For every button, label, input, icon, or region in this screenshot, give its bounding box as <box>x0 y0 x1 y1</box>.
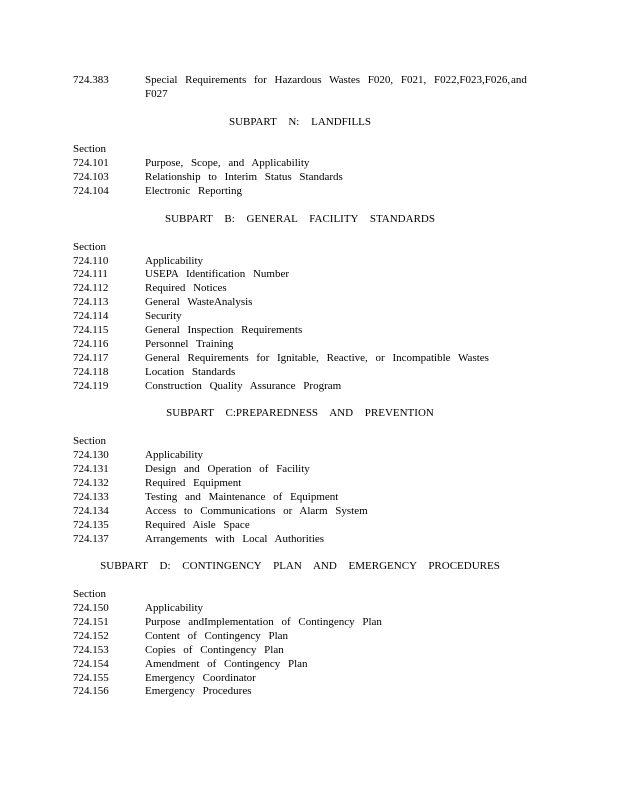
section-label: Section <box>73 435 106 447</box>
section-title: Construction Quality Assurance Program <box>145 380 342 392</box>
toc-entry <box>0 448 618 462</box>
section-number: 724.113 <box>73 296 109 308</box>
toc-entry <box>0 267 618 281</box>
section-number: 724.117 <box>73 352 109 364</box>
toc-entry <box>0 170 618 184</box>
section-title: Applicability <box>145 449 204 461</box>
section-number: 724.154 <box>73 658 109 670</box>
toc-entry <box>0 281 618 295</box>
section-title: Purpose andImplementation of Contingency Plan <box>145 616 382 628</box>
section-title: Electronic Reporting <box>145 185 242 197</box>
section-number: 724.151 <box>73 616 109 628</box>
section-number: 724.112 <box>73 282 109 294</box>
toc-entry <box>0 337 618 351</box>
toc-entry <box>0 365 618 379</box>
toc-entry-continuation <box>0 87 618 101</box>
section-title: USEPA Identification Number <box>145 268 290 280</box>
section-number: 724.155 <box>73 672 109 684</box>
section-title: Relationship to Interim Status Standards <box>145 171 343 183</box>
section-label: Section <box>73 588 106 600</box>
section-number: 724.156 <box>73 685 109 697</box>
toc-entry <box>0 156 618 170</box>
subpart-heading: SUBPART N: LANDFILLS <box>228 116 372 128</box>
section-title: Emergency Coordinator <box>145 672 256 684</box>
section-title: General Inspection Requirements <box>145 324 303 336</box>
section-title: Applicability <box>145 255 204 267</box>
section-number: 724.118 <box>73 366 109 378</box>
section-title: Special Requirements for Hazardous Wastes F020, F021, F022,F023,F026, <box>145 74 511 86</box>
section-number: 724.130 <box>73 449 109 461</box>
section-title-tail: and <box>511 74 527 86</box>
section-label: Section <box>73 241 106 253</box>
section-title: Required Notices <box>145 282 227 294</box>
section-title: Copies of Contingency Plan <box>145 644 284 656</box>
section-number: 724.114 <box>73 310 109 322</box>
section-title: Access to Communications or Alarm System <box>145 505 368 517</box>
toc-entry <box>0 657 618 671</box>
section-title: Purpose, Scope, and Applicability <box>145 157 310 169</box>
section-title: Emergency Procedures <box>145 685 252 697</box>
section-title: Security <box>145 310 182 322</box>
section-number: 724.119 <box>73 380 109 392</box>
section-number: 724.111 <box>73 268 108 280</box>
section-number: 724.103 <box>73 171 109 183</box>
section-number: 724.383 <box>73 74 109 86</box>
section-title: Testing and Maintenance of Equipment <box>145 491 339 503</box>
section-title-continuation: F027 <box>145 88 168 100</box>
section-number: 724.131 <box>73 463 109 475</box>
toc-entry <box>0 351 618 365</box>
section-number: 724.104 <box>73 185 109 197</box>
section-title: Content of Contingency Plan <box>145 630 289 642</box>
subpart-heading: SUBPART D: CONTINGENCY PLAN AND EMERGENCY PROCEDURES <box>100 560 500 572</box>
toc-entry <box>0 532 618 546</box>
section-number: 724.132 <box>73 477 109 489</box>
section-title: Location Standards <box>145 366 236 378</box>
section-title: Design and Operation of Facility <box>145 463 310 475</box>
section-title: Required Equipment <box>145 477 242 489</box>
toc-entry <box>0 73 618 87</box>
section-title: Amendment of Contingency Plan <box>145 658 308 670</box>
toc-entry <box>0 476 618 490</box>
section-title: General Requirements for Ignitable, Reactive, or Incompatible Wastes <box>145 352 489 364</box>
toc-entry <box>0 615 618 629</box>
section-title: General WasteAnalysis <box>145 296 253 308</box>
toc-entry <box>0 490 618 504</box>
toc-entry <box>0 684 618 698</box>
section-title: Applicability <box>145 602 204 614</box>
toc-entry <box>0 671 618 685</box>
section-label: Section <box>73 143 106 155</box>
section-number: 724.135 <box>73 519 109 531</box>
section-number: 724.137 <box>73 533 109 545</box>
toc-entry <box>0 379 618 393</box>
toc-entry <box>0 323 618 337</box>
section-number: 724.153 <box>73 644 109 656</box>
section-number: 724.101 <box>73 157 109 169</box>
section-number: 724.134 <box>73 505 109 517</box>
toc-entry <box>0 295 618 309</box>
section-number: 724.152 <box>73 630 109 642</box>
toc-entry <box>0 643 618 657</box>
section-title: Arrangements with Local Authorities <box>145 533 325 545</box>
toc-entry <box>0 254 618 268</box>
section-number: 724.115 <box>73 324 109 336</box>
section-number: 724.150 <box>73 602 109 614</box>
toc-entry <box>0 462 618 476</box>
toc-entry <box>0 184 618 198</box>
section-title: Required Aisle Space <box>145 519 250 531</box>
section-title: Personnel Training <box>145 338 234 350</box>
subpart-heading: SUBPART B: GENERAL FACILITY STANDARDS <box>165 213 435 225</box>
section-number: 724.116 <box>73 338 109 350</box>
subpart-heading: SUBPART C:PREPAREDNESS AND PREVENTION <box>166 407 434 419</box>
toc-entry <box>0 518 618 532</box>
toc-entry <box>0 629 618 643</box>
section-number: 724.110 <box>73 255 109 267</box>
toc-entry <box>0 309 618 323</box>
toc-entry <box>0 504 618 518</box>
toc-entry <box>0 601 618 615</box>
section-number: 724.133 <box>73 491 109 503</box>
